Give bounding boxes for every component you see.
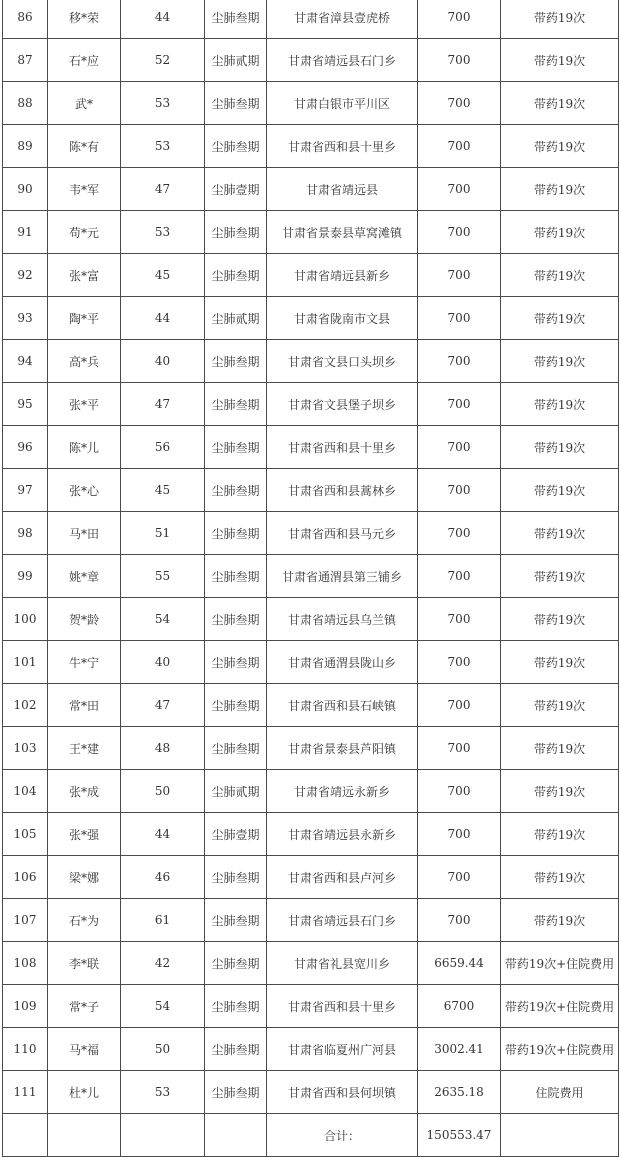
row-number: 98 (3, 512, 48, 555)
patient-address: 甘肃省靖远永新乡 (267, 770, 418, 813)
amount: 700 (418, 254, 501, 297)
patient-age: 56 (121, 426, 205, 469)
amount: 700 (418, 297, 501, 340)
table-row (3, 770, 619, 813)
patient-age: 47 (121, 168, 205, 211)
patient-name: 杜*儿 (48, 1071, 121, 1114)
patient-name: 张*心 (48, 469, 121, 512)
patient-address: 甘肃省礼县宽川乡 (267, 942, 418, 985)
note: 带药19次 (501, 684, 619, 727)
note: 带药19次 (501, 125, 619, 168)
patient-age: 45 (121, 254, 205, 297)
amount: 700 (418, 813, 501, 856)
amount: 700 (418, 125, 501, 168)
note: 带药19次 (501, 168, 619, 211)
table-row (3, 942, 619, 985)
amount: 700 (418, 512, 501, 555)
patient-address: 甘肃省西和县马元乡 (267, 512, 418, 555)
disease-stage: 尘肺壹期 (205, 168, 267, 211)
patient-age: 47 (121, 684, 205, 727)
amount: 700 (418, 641, 501, 684)
amount: 2635.18 (418, 1071, 501, 1114)
patient-table (2, 0, 619, 1157)
note: 带药19次 (501, 899, 619, 942)
cell-empty (3, 1114, 48, 1157)
row-number: 100 (3, 598, 48, 641)
amount: 3002.41 (418, 1028, 501, 1071)
table-row (3, 555, 619, 598)
disease-stage: 尘肺叁期 (205, 125, 267, 168)
patient-address: 甘肃省靖远县新乡 (267, 254, 418, 297)
row-number: 105 (3, 813, 48, 856)
disease-stage: 尘肺贰期 (205, 770, 267, 813)
patient-name: 陈*儿 (48, 426, 121, 469)
amount: 700 (418, 899, 501, 942)
total-row (3, 1114, 619, 1157)
disease-stage: 尘肺叁期 (205, 1028, 267, 1071)
note: 带药19次 (501, 856, 619, 899)
table-row (3, 297, 619, 340)
patient-name: 马*福 (48, 1028, 121, 1071)
table-row (3, 125, 619, 168)
patient-name: 常*子 (48, 985, 121, 1028)
disease-stage: 尘肺叁期 (205, 1071, 267, 1114)
patient-address: 甘肃省文县口头坝乡 (267, 340, 418, 383)
patient-name: 苟*元 (48, 211, 121, 254)
row-number: 95 (3, 383, 48, 426)
disease-stage: 尘肺贰期 (205, 297, 267, 340)
table-row (3, 985, 619, 1028)
note: 带药19次 (501, 598, 619, 641)
patient-address: 甘肃省文县堡子坝乡 (267, 383, 418, 426)
table-row (3, 598, 619, 641)
patient-name: 王*建 (48, 727, 121, 770)
table-row (3, 39, 619, 82)
note: 带药19次 (501, 39, 619, 82)
row-number: 103 (3, 727, 48, 770)
patient-age: 54 (121, 598, 205, 641)
patient-name: 陈*有 (48, 125, 121, 168)
patient-name: 高*兵 (48, 340, 121, 383)
patient-age: 40 (121, 641, 205, 684)
patient-age: 53 (121, 1071, 205, 1114)
table-row (3, 168, 619, 211)
table-row (3, 727, 619, 770)
amount: 700 (418, 0, 501, 39)
disease-stage: 尘肺叁期 (205, 942, 267, 985)
patient-address: 甘肃省西和县卢河乡 (267, 856, 418, 899)
row-number: 92 (3, 254, 48, 297)
cell-empty (205, 1114, 267, 1157)
note: 带药19次 (501, 469, 619, 512)
note: 带药19次 (501, 340, 619, 383)
row-number: 91 (3, 211, 48, 254)
amount: 700 (418, 340, 501, 383)
patient-address: 甘肃省漳县壹虎桥 (267, 0, 418, 39)
row-number: 93 (3, 297, 48, 340)
patient-address: 甘肃省景泰县芦阳镇 (267, 727, 418, 770)
row-number: 106 (3, 856, 48, 899)
disease-stage: 尘肺叁期 (205, 82, 267, 125)
note: 带药19次+住院费用 (501, 985, 619, 1028)
note: 带药19次+住院费用 (501, 1028, 619, 1071)
amount: 700 (418, 39, 501, 82)
patient-address: 甘肃省陇南市文县 (267, 297, 418, 340)
patient-age: 54 (121, 985, 205, 1028)
disease-stage: 尘肺叁期 (205, 211, 267, 254)
total-amount: 150553.47 (418, 1114, 501, 1157)
row-number: 101 (3, 641, 48, 684)
amount: 700 (418, 555, 501, 598)
table-row (3, 254, 619, 297)
table-row (3, 211, 619, 254)
patient-age: 40 (121, 340, 205, 383)
note: 带药19次 (501, 813, 619, 856)
patient-name: 韦*军 (48, 168, 121, 211)
table-row (3, 899, 619, 942)
row-number: 89 (3, 125, 48, 168)
note: 带药19次 (501, 383, 619, 426)
table-row (3, 512, 619, 555)
patient-name: 姚*章 (48, 555, 121, 598)
disease-stage: 尘肺叁期 (205, 985, 267, 1028)
patient-address: 甘肃省西和县十里乡 (267, 985, 418, 1028)
patient-age: 53 (121, 125, 205, 168)
patient-age: 51 (121, 512, 205, 555)
note: 带药19次+住院费用 (501, 942, 619, 985)
disease-stage: 尘肺贰期 (205, 39, 267, 82)
patient-address: 甘肃省靖远县石门乡 (267, 899, 418, 942)
amount: 700 (418, 770, 501, 813)
row-number: 86 (3, 0, 48, 39)
note: 带药19次 (501, 770, 619, 813)
patient-name: 武* (48, 82, 121, 125)
disease-stage: 尘肺叁期 (205, 512, 267, 555)
patient-age: 52 (121, 39, 205, 82)
note: 带药19次 (501, 641, 619, 684)
note: 带药19次 (501, 211, 619, 254)
table-row (3, 383, 619, 426)
row-number: 90 (3, 168, 48, 211)
table-row (3, 426, 619, 469)
row-number: 107 (3, 899, 48, 942)
disease-stage: 尘肺叁期 (205, 598, 267, 641)
patient-address: 甘肃省靖远县永新乡 (267, 813, 418, 856)
note: 带药19次 (501, 254, 619, 297)
row-number: 87 (3, 39, 48, 82)
disease-stage: 尘肺叁期 (205, 555, 267, 598)
patient-name: 张*平 (48, 383, 121, 426)
patient-address: 甘肃省通渭县陇山乡 (267, 641, 418, 684)
row-number: 96 (3, 426, 48, 469)
amount: 700 (418, 684, 501, 727)
cell-empty (48, 1114, 121, 1157)
patient-age: 55 (121, 555, 205, 598)
total-label: 合计： (267, 1114, 418, 1157)
table-row (3, 469, 619, 512)
row-number: 94 (3, 340, 48, 383)
amount: 700 (418, 727, 501, 770)
amount: 700 (418, 856, 501, 899)
disease-stage: 尘肺叁期 (205, 383, 267, 426)
note: 带药19次 (501, 426, 619, 469)
patient-age: 44 (121, 0, 205, 39)
patient-name: 梁*娜 (48, 856, 121, 899)
patient-address: 甘肃省靖远县石门乡 (267, 39, 418, 82)
patient-age: 53 (121, 211, 205, 254)
patient-address: 甘肃省西和县石峡镇 (267, 684, 418, 727)
patient-age: 42 (121, 942, 205, 985)
note: 带药19次 (501, 727, 619, 770)
disease-stage: 尘肺叁期 (205, 469, 267, 512)
disease-stage: 尘肺叁期 (205, 727, 267, 770)
disease-stage: 尘肺叁期 (205, 254, 267, 297)
amount: 700 (418, 383, 501, 426)
patient-name: 移*荣 (48, 0, 121, 39)
amount: 700 (418, 469, 501, 512)
amount: 6700 (418, 985, 501, 1028)
table-row (3, 684, 619, 727)
row-number: 99 (3, 555, 48, 598)
patient-age: 45 (121, 469, 205, 512)
patient-address: 甘肃省靖远县 (267, 168, 418, 211)
patient-name: 马*田 (48, 512, 121, 555)
patient-address: 甘肃省景泰县草窝滩镇 (267, 211, 418, 254)
note: 带药19次 (501, 512, 619, 555)
cell-empty (501, 1114, 619, 1157)
patient-age: 47 (121, 383, 205, 426)
disease-stage: 尘肺叁期 (205, 340, 267, 383)
patient-name: 贺*龄 (48, 598, 121, 641)
row-number: 104 (3, 770, 48, 813)
row-number: 109 (3, 985, 48, 1028)
patient-address: 甘肃白银市平川区 (267, 82, 418, 125)
table-row (3, 856, 619, 899)
patient-name: 牛*宁 (48, 641, 121, 684)
note: 带药19次 (501, 82, 619, 125)
patient-name: 张*成 (48, 770, 121, 813)
row-number: 97 (3, 469, 48, 512)
patient-name: 张*富 (48, 254, 121, 297)
row-number: 111 (3, 1071, 48, 1114)
amount: 700 (418, 82, 501, 125)
amount: 700 (418, 598, 501, 641)
patient-address: 甘肃省通渭县第三铺乡 (267, 555, 418, 598)
patient-age: 46 (121, 856, 205, 899)
patient-name: 陶*平 (48, 297, 121, 340)
amount: 6659.44 (418, 942, 501, 985)
table-row (3, 1071, 619, 1114)
patient-address: 甘肃省西和县蒿林乡 (267, 469, 418, 512)
patient-name: 石*应 (48, 39, 121, 82)
disease-stage: 尘肺叁期 (205, 856, 267, 899)
patient-age: 44 (121, 813, 205, 856)
table-row (3, 0, 619, 39)
amount: 700 (418, 211, 501, 254)
cell-empty (121, 1114, 205, 1157)
row-number: 108 (3, 942, 48, 985)
table-row (3, 641, 619, 684)
note: 住院费用 (501, 1071, 619, 1114)
table-row (3, 82, 619, 125)
patient-age: 50 (121, 1028, 205, 1071)
patient-name: 张*强 (48, 813, 121, 856)
patient-age: 50 (121, 770, 205, 813)
patient-address: 甘肃省临夏州广河县 (267, 1028, 418, 1071)
row-number: 110 (3, 1028, 48, 1071)
amount: 700 (418, 168, 501, 211)
disease-stage: 尘肺叁期 (205, 684, 267, 727)
disease-stage: 尘肺叁期 (205, 899, 267, 942)
patient-age: 48 (121, 727, 205, 770)
table-row (3, 813, 619, 856)
amount: 700 (418, 426, 501, 469)
patient-address: 甘肃省西和县十里乡 (267, 426, 418, 469)
note: 带药19次 (501, 555, 619, 598)
patient-name: 常*田 (48, 684, 121, 727)
table-row (3, 1028, 619, 1071)
disease-stage: 尘肺叁期 (205, 0, 267, 39)
note: 带药19次 (501, 297, 619, 340)
patient-address: 甘肃省靖远县乌兰镇 (267, 598, 418, 641)
disease-stage: 尘肺壹期 (205, 813, 267, 856)
row-number: 88 (3, 82, 48, 125)
patient-name: 石*为 (48, 899, 121, 942)
patient-name: 李*联 (48, 942, 121, 985)
disease-stage: 尘肺叁期 (205, 426, 267, 469)
note: 带药19次 (501, 0, 619, 39)
patient-age: 61 (121, 899, 205, 942)
patient-address: 甘肃省西和县十里乡 (267, 125, 418, 168)
row-number: 102 (3, 684, 48, 727)
patient-age: 53 (121, 82, 205, 125)
patient-address: 甘肃省西和县何坝镇 (267, 1071, 418, 1114)
patient-age: 44 (121, 297, 205, 340)
table-row (3, 340, 619, 383)
disease-stage: 尘肺叁期 (205, 641, 267, 684)
